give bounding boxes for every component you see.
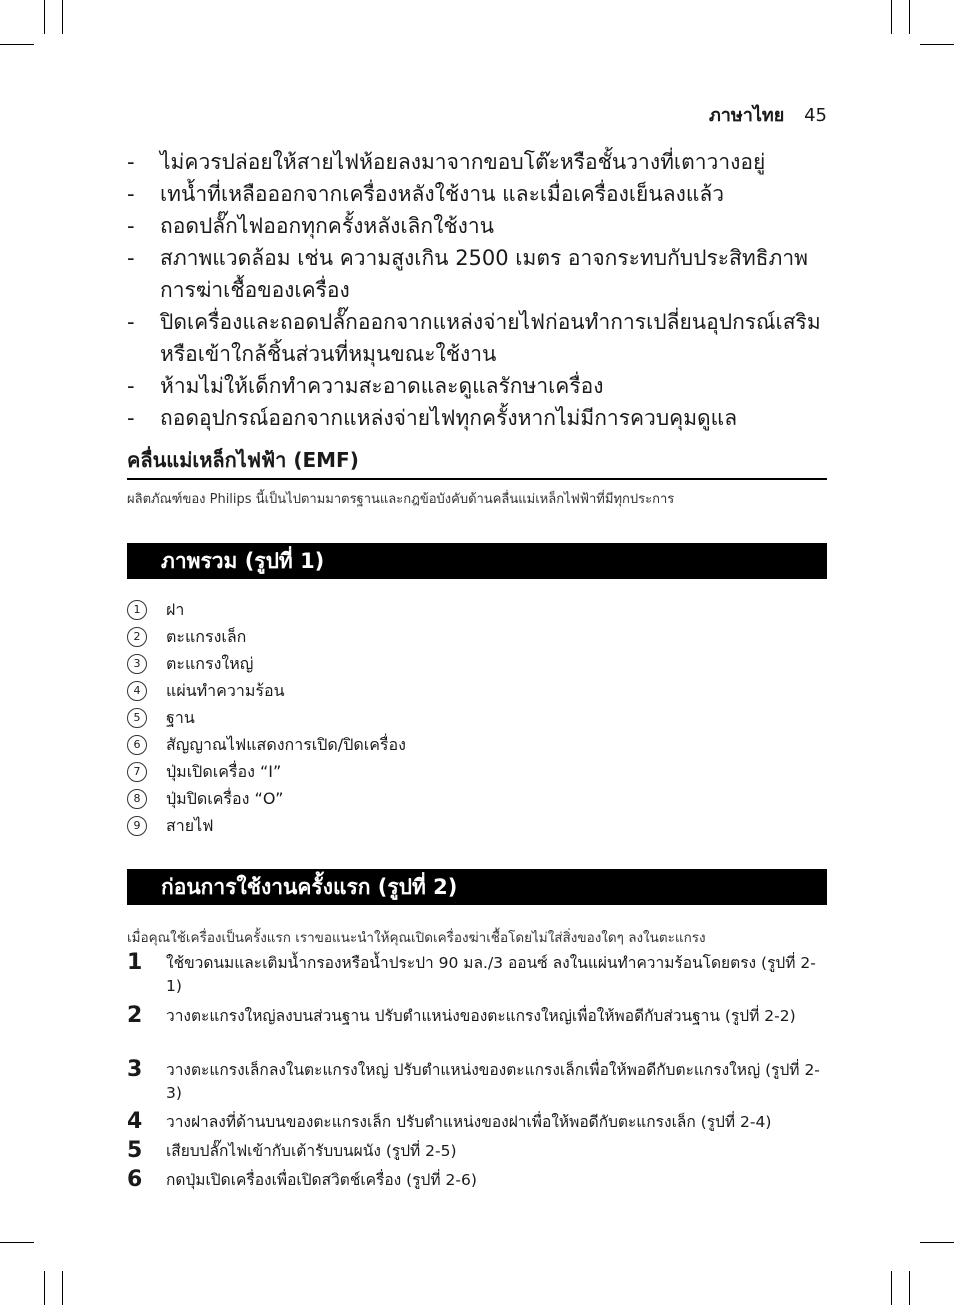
crop-mark (0, 1242, 34, 1243)
step-item (127, 952, 827, 1005)
list-item: - ปิดเครื่องและถอดปลั๊กออกจากแหล่งจ่ายไฟก่อนทำการเปลี่ยนอุปกรณ์เสริมหรือเข้าใกล้ชิ้นส่วนที่หมุนขณะใช้งาน (127, 306, 827, 370)
parts-list (127, 596, 406, 839)
number-circle: 4 (127, 681, 147, 701)
number-circle: 6 (127, 735, 147, 755)
list-item (127, 596, 406, 623)
list-item (127, 704, 406, 731)
steps-list (127, 952, 827, 1198)
safety-list (127, 146, 827, 434)
page-number: 45 (804, 105, 827, 126)
crop-mark (920, 44, 954, 45)
part-label: สัญญาณไฟแสดงการเปิด/ปิดเครื่อง (166, 735, 406, 754)
list-item: - ถอดปลั๊กไฟออกทุกครั้งหลังเลิกใช้งาน (127, 210, 827, 242)
crop-mark (62, 1271, 63, 1305)
step-text: วางตะแกรงเล็กลงในตะแกรงใหญ่ ปรับตำแหน่งของตะแกรงเล็กเพื่อให้พอดีกับตะแกรงใหญ่ (รูปที่ 2-3) (166, 1061, 820, 1102)
crop-mark (44, 0, 45, 34)
number-circle: 1 (127, 600, 147, 620)
crop-mark (891, 0, 892, 34)
first-use-heading: ก่อนการใช้งานครั้งแรก (รูปที่ 2) (127, 869, 827, 905)
list-item (127, 785, 406, 812)
list-item (127, 758, 406, 785)
part-label: ตะแกรงใหญ่ (166, 654, 254, 673)
step-item (127, 1169, 827, 1198)
list-item: - ห้ามไม่ให้เด็กทำความสะอาดและดูแลรักษาเครื่อง (127, 370, 827, 402)
emf-heading: คลื่นแม่เหล็กไฟฟ้า (EMF) (127, 444, 827, 480)
step-number: 4 (127, 1109, 143, 1134)
step-item (127, 1059, 827, 1111)
part-label: แผ่นทำความร้อน (166, 681, 285, 700)
step-text: วางฝาลงที่ด้านบนของตะแกรงเล็ก ปรับตำแหน่งของฝาเพื่อให้พอดีกับตะแกรงเล็ก (รูปที่ 2-4) (166, 1113, 772, 1131)
step-text: เสียบปลั๊กไฟเข้ากับเต้ารับบนผนัง (รูปที่ 2-5) (166, 1142, 457, 1160)
number-circle: 2 (127, 627, 147, 647)
step-text: ใช้ขวดนมและเติมน้ำกรองหรือน้ำประปา 90 มล./3 ออนซ์ ลงในแผ่นทำความร้อนโดยตรง (รูปที่ 2-1) (166, 954, 816, 995)
number-circle: 9 (127, 816, 147, 836)
part-label: ปุ่มปิดเครื่อง “O” (166, 789, 284, 808)
first-use-intro: เมื่อคุณใช้เครื่องเป็นครั้งแรก เราขอแนะนำให้คุณเปิดเครื่องฆ่าเชื้อโดยไม่ใส่สิ่งของใดๆ ลงในตะแกรง (127, 930, 706, 946)
step-number: 6 (127, 1167, 143, 1192)
number-circle: 8 (127, 789, 147, 809)
page-header (709, 100, 827, 129)
emf-text: ผลิตภัณฑ์ของ Philips นี้เป็นไปตามมาตรฐานและกฎข้อบังคับด้านคลื่นแม่เหล็กไฟฟ้าที่มีทุกประการ (127, 492, 675, 507)
list-item: - ไม่ควรปล่อยให้สายไฟห้อยลงมาจากขอบโต๊ะหรือชั้นวางที่เตาวางอยู่ (127, 146, 827, 178)
overview-heading: ภาพรวม (รูปที่ 1) (127, 543, 827, 579)
header-language: ภาษาไทย (708, 105, 785, 126)
list-item: - สภาพแวดล้อม เช่น ความสูงเกิน 2500 เมตร อาจกระทบกับประสิทธิภาพการฆ่าเชื้อของเครื่อง (127, 242, 827, 306)
list-item (127, 812, 406, 839)
step-item (127, 1111, 827, 1140)
crop-mark (891, 1271, 892, 1305)
list-item (127, 650, 406, 677)
number-circle: 5 (127, 708, 147, 728)
step-number: 5 (127, 1138, 143, 1163)
step-text: กดปุ่มเปิดเครื่องเพื่อเปิดสวิตช์เครื่อง (รูปที่ 2-6) (166, 1171, 477, 1189)
crop-mark (920, 1242, 954, 1243)
step-number: 3 (127, 1057, 143, 1082)
part-label: ตะแกรงเล็ก (166, 627, 247, 646)
part-label: สายไฟ (166, 816, 214, 835)
step-number: 2 (127, 1003, 143, 1028)
list-item: - เทน้ำที่เหลือออกจากเครื่องหลังใช้งาน และเมื่อเครื่องเย็นลงแล้ว (127, 178, 827, 210)
crop-mark (0, 44, 34, 45)
list-item (127, 677, 406, 704)
list-item (127, 731, 406, 758)
crop-mark (909, 1271, 910, 1305)
step-item (127, 1005, 827, 1059)
number-circle: 7 (127, 762, 147, 782)
crop-mark (62, 0, 63, 34)
number-circle: 3 (127, 654, 147, 674)
crop-mark (44, 1271, 45, 1305)
step-number: 1 (127, 950, 143, 975)
step-text: วางตะแกรงใหญ่ลงบนส่วนฐาน ปรับตำแหน่งของตะแกรงใหญ่เพื่อให้พอดีกับส่วนฐาน (รูปที่ 2-2) (166, 1007, 796, 1025)
part-label: ปุ่มเปิดเครื่อง “I” (166, 762, 282, 781)
list-item (127, 623, 406, 650)
step-item (127, 1140, 827, 1169)
crop-mark (909, 0, 910, 34)
part-label: ฝา (166, 600, 185, 619)
list-item: - ถอดอุปกรณ์ออกจากแหล่งจ่ายไฟทุกครั้งหากไม่มีการควบคุมดูแล (127, 402, 827, 434)
part-label: ฐาน (166, 708, 195, 727)
